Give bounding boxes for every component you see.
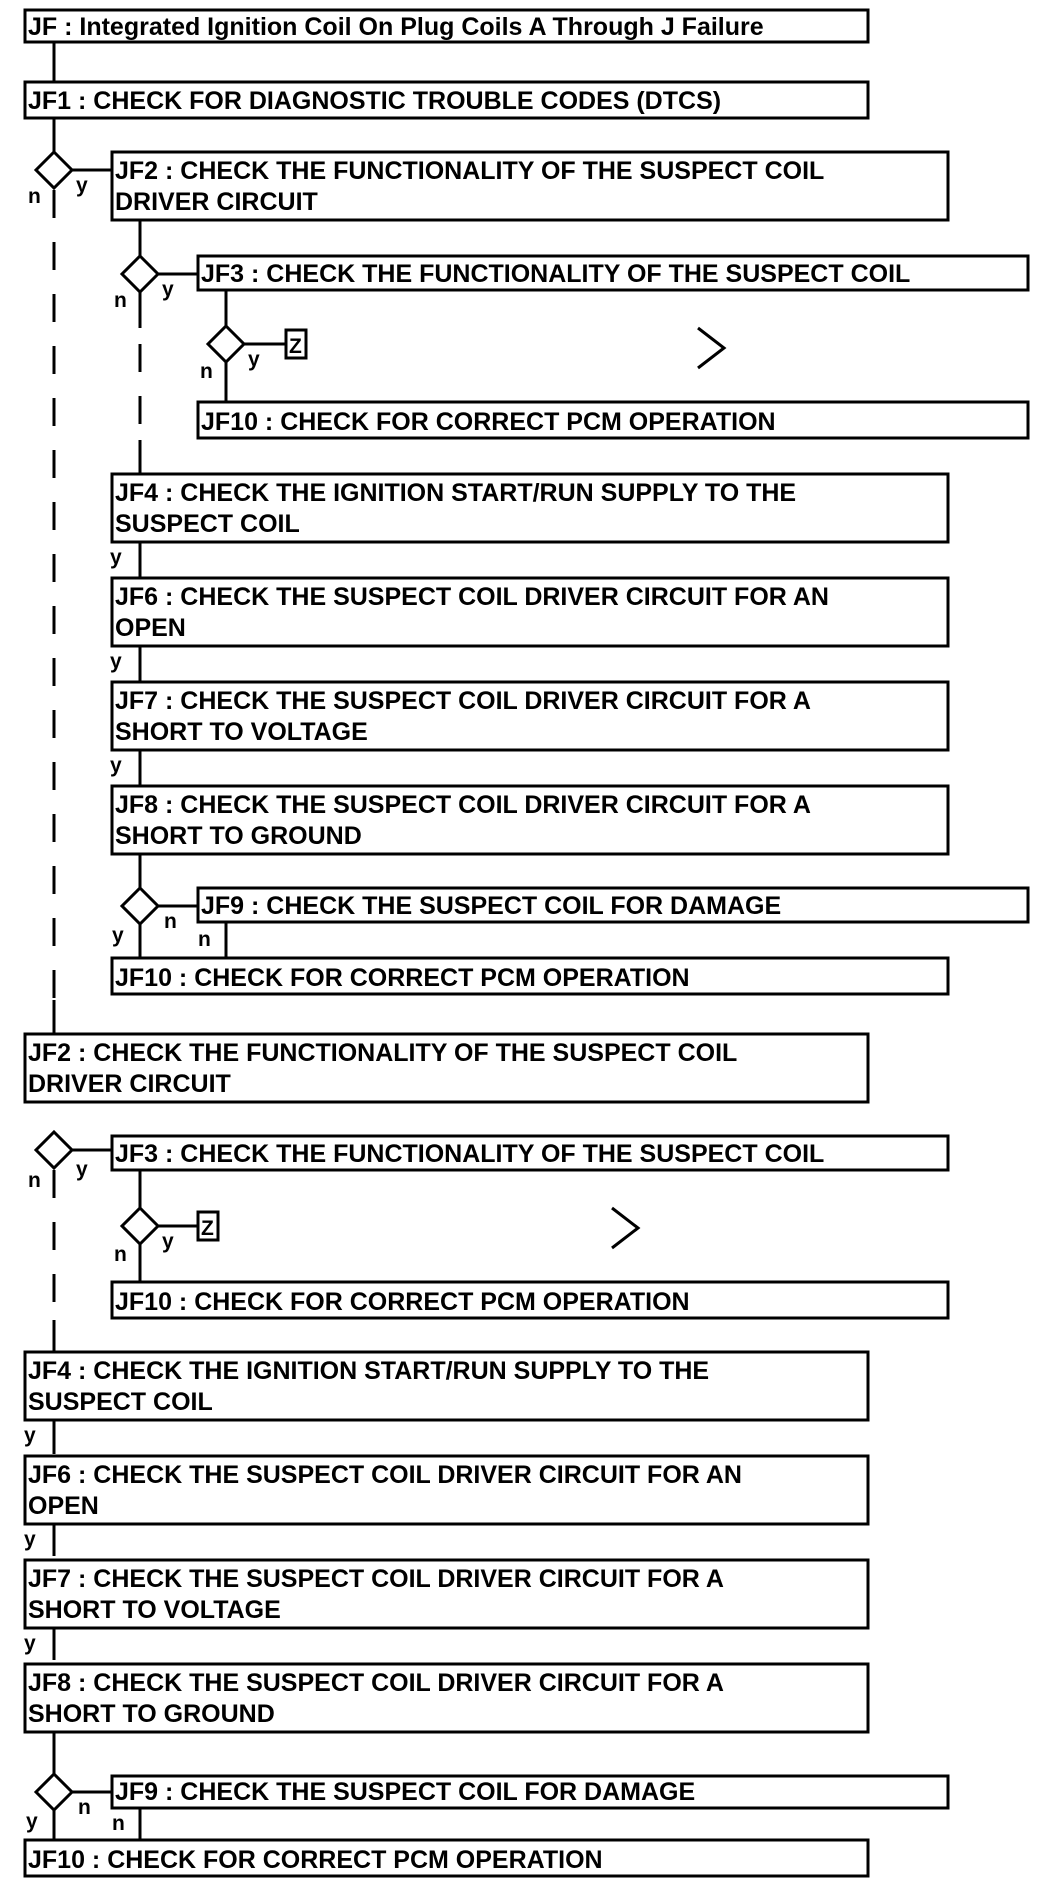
step-jf10: JF10 : CHECK FOR CORRECT PCM OPERATION xyxy=(28,1846,603,1874)
branch-label-yes: y xyxy=(24,1632,36,1655)
branch-label-yes: y xyxy=(110,650,122,673)
branch-label-no: n xyxy=(164,910,177,933)
branch-label-no: n xyxy=(28,1169,41,1192)
step-jf8-cont: SHORT TO GROUND xyxy=(28,1700,275,1728)
step-jf4: JF4 : CHECK THE IGNITION START/RUN SUPPLY TO THE xyxy=(28,1357,710,1385)
step-jf10: JF10 : CHECK FOR CORRECT PCM OPERATION xyxy=(201,408,776,436)
step-jf6-cont: OPEN xyxy=(115,614,186,642)
branch-label-no: n xyxy=(112,1812,125,1835)
branch-label-yes: y xyxy=(24,1424,36,1447)
step-jf4-cont: SUSPECT COIL xyxy=(28,1388,213,1416)
decision-diamond xyxy=(36,1774,72,1810)
step-jf10: JF10 : CHECK FOR CORRECT PCM OPERATION xyxy=(115,964,690,992)
decision-diamond xyxy=(36,1132,72,1168)
step-jf6: JF6 : CHECK THE SUSPECT COIL DRIVER CIRCUIT FOR AN xyxy=(28,1461,742,1489)
diagram-title: JF : Integrated Ignition Coil On Plug Coils A Through J Failure xyxy=(28,13,764,41)
branch-label-yes: y xyxy=(76,174,88,197)
branch-label-no: n xyxy=(114,289,127,312)
connector-z: Z xyxy=(201,1217,214,1240)
step-jf1: JF1 : CHECK FOR DIAGNOSTIC TROUBLE CODES (DTCS) xyxy=(28,87,722,115)
branch-label-yes: y xyxy=(248,348,260,371)
branch-label-no: n xyxy=(28,185,41,208)
branch-label-yes: y xyxy=(24,1528,36,1551)
branch-label-no: n xyxy=(200,360,213,383)
connector-z: Z xyxy=(289,335,302,358)
decision-diamond xyxy=(122,1208,158,1244)
branch-label-yes: y xyxy=(162,1230,174,1253)
step-jf9: JF9 : CHECK THE SUSPECT COIL FOR DAMAGE xyxy=(115,1778,696,1806)
step-jf3: JF3 : CHECK THE FUNCTIONALITY OF THE SUSPECT COIL xyxy=(115,1140,825,1168)
step-jf8: JF8 : CHECK THE SUSPECT COIL DRIVER CIRCUIT FOR A xyxy=(28,1669,724,1697)
branch-label-no: n xyxy=(114,1243,127,1266)
branch-label-no: n xyxy=(198,928,211,951)
step-jf10: JF10 : CHECK FOR CORRECT PCM OPERATION xyxy=(115,1288,690,1316)
step-jf2-cont: DRIVER CIRCUIT xyxy=(115,188,318,216)
step-jf2-cont: DRIVER CIRCUIT xyxy=(28,1070,231,1098)
step-jf7-cont: SHORT TO VOLTAGE xyxy=(115,718,368,746)
decision-diamond xyxy=(208,326,244,362)
step-jf6: JF6 : CHECK THE SUSPECT COIL DRIVER CIRCUIT FOR AN xyxy=(115,583,829,611)
step-jf7-cont: SHORT TO VOLTAGE xyxy=(28,1596,281,1624)
step-jf7: JF7 : CHECK THE SUSPECT COIL DRIVER CIRCUIT FOR A xyxy=(115,687,811,715)
branch-label-yes: y xyxy=(110,754,122,777)
decision-diamond xyxy=(122,888,158,924)
step-jf2: JF2 : CHECK THE FUNCTIONALITY OF THE SUSPECT COIL xyxy=(28,1039,738,1067)
branch-label-yes: y xyxy=(112,924,124,947)
step-jf3: JF3 : CHECK THE FUNCTIONALITY OF THE SUSPECT COIL xyxy=(201,260,911,288)
step-jf8-cont: SHORT TO GROUND xyxy=(115,822,362,850)
step-jf4-cont: SUSPECT COIL xyxy=(115,510,300,538)
branch-label-yes: y xyxy=(110,546,122,569)
step-jf4: JF4 : CHECK THE IGNITION START/RUN SUPPLY TO THE xyxy=(115,479,797,507)
step-jf9: JF9 : CHECK THE SUSPECT COIL FOR DAMAGE xyxy=(201,892,782,920)
step-jf7: JF7 : CHECK THE SUSPECT COIL DRIVER CIRCUIT FOR A xyxy=(28,1565,724,1593)
branch-label-yes: y xyxy=(26,1810,38,1833)
decision-diamond xyxy=(36,152,72,188)
branch-label-no: n xyxy=(78,1796,91,1819)
step-jf2: JF2 : CHECK THE FUNCTIONALITY OF THE SUSPECT COIL xyxy=(115,157,825,185)
branch-label-yes: y xyxy=(162,278,174,301)
branch-label-yes: y xyxy=(76,1158,88,1181)
step-jf8: JF8 : CHECK THE SUSPECT COIL DRIVER CIRCUIT FOR A xyxy=(115,791,811,819)
step-jf6-cont: OPEN xyxy=(28,1492,99,1520)
decision-diamond xyxy=(122,256,158,292)
